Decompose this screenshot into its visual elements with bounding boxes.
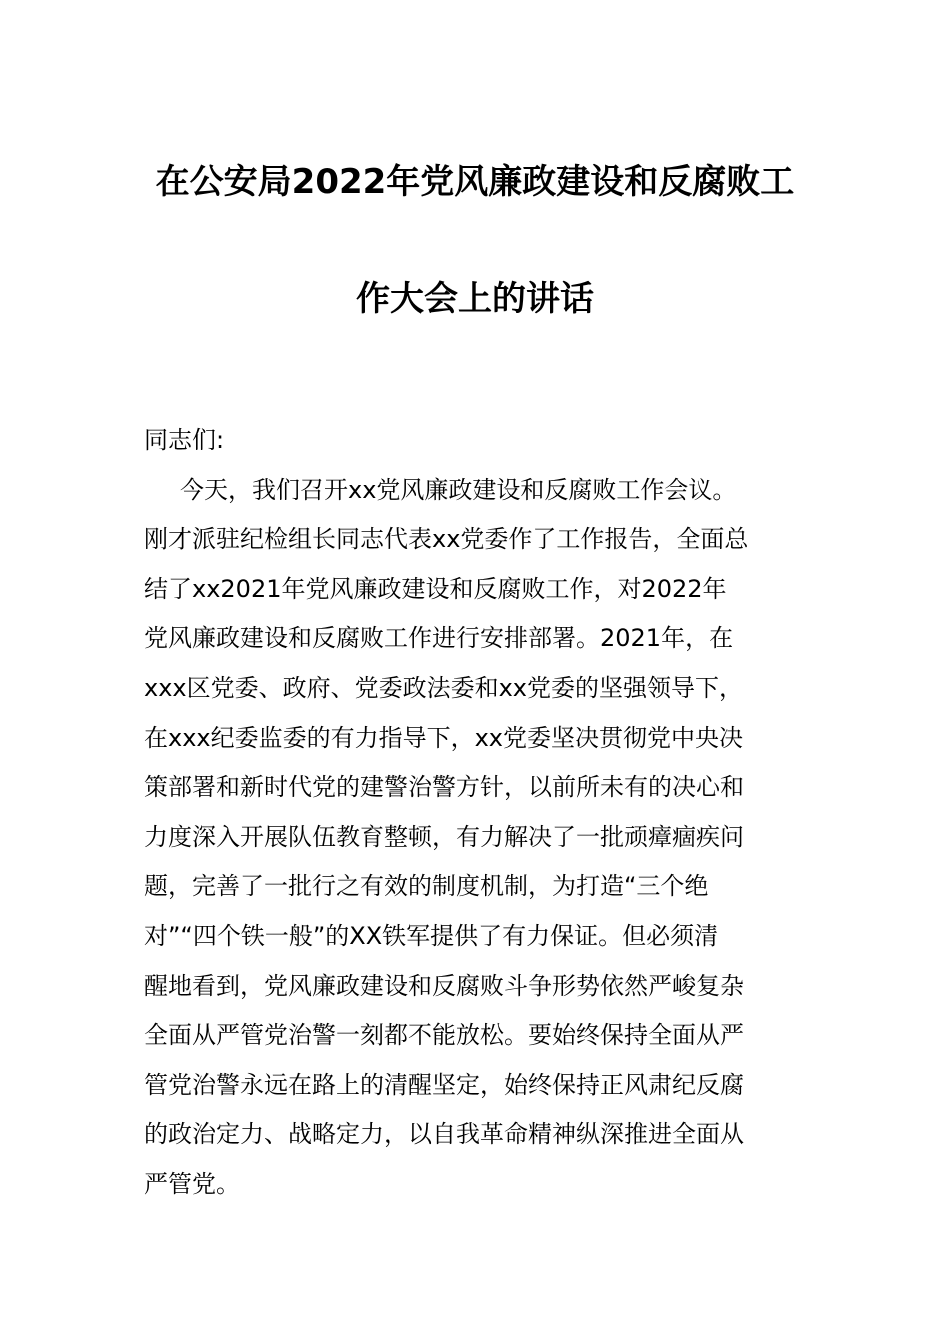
- paragraph-line: 的政治定力、战略定力，以自我革命精神纵深推进全面从: [144, 1120, 744, 1149]
- paragraph-line: 管党治警永远在路上的清醒坚定，始终保持正风肃纪反腐: [144, 1070, 744, 1099]
- document-body: [144, 420, 814, 1214]
- paragraph-line: 策部署和新时代党的建警治警方针，以前所未有的决心和: [144, 773, 744, 802]
- paragraph-line: 严管党。: [144, 1169, 240, 1198]
- paragraph-line: xxx区党委、政府、党委政法委和xx党委的坚强领导下，: [144, 673, 744, 702]
- paragraph-line: 结了xx2021年党风廉政建设和反腐败工作，对2022年: [144, 574, 727, 603]
- paragraph-line: 刚才派驻纪检组长同志代表xx党委作了工作报告，全面总: [144, 525, 749, 554]
- salutation: 同志们:: [144, 426, 225, 454]
- paragraph-line: 醒地看到，党风廉政建设和反腐败斗争形势依然严峻复杂: [144, 971, 744, 1000]
- paragraph-line: 题，完善了一批行之有效的制度机制，为打造“三个绝: [144, 872, 709, 901]
- paragraph-line: 党风廉政建设和反腐败工作进行安排部署。2021年，在: [144, 624, 734, 653]
- document-title-line-2: 作大会上的讲话: [356, 279, 594, 319]
- paragraph-line: 全面从严管党治警一刻都不能放松。要始终保持全面从严: [144, 1021, 744, 1050]
- paragraph-line: 对”“四个铁一般”的XX铁军提供了有力保证。但必须清: [144, 921, 719, 950]
- paragraph-line: 今天，我们召开xx党风廉政建设和反腐败工作会议。: [180, 475, 737, 504]
- document-title-line-1: 在公安局2022年党风廉政建设和反腐败工: [155, 162, 795, 202]
- paragraph-line: 在xxx纪委监委的有力指导下，xx党委坚决贯彻党中央决: [144, 723, 744, 752]
- paragraph-line: 力度深入开展队伍教育整顿，有力解决了一批顽瘴痼疾问: [144, 822, 744, 851]
